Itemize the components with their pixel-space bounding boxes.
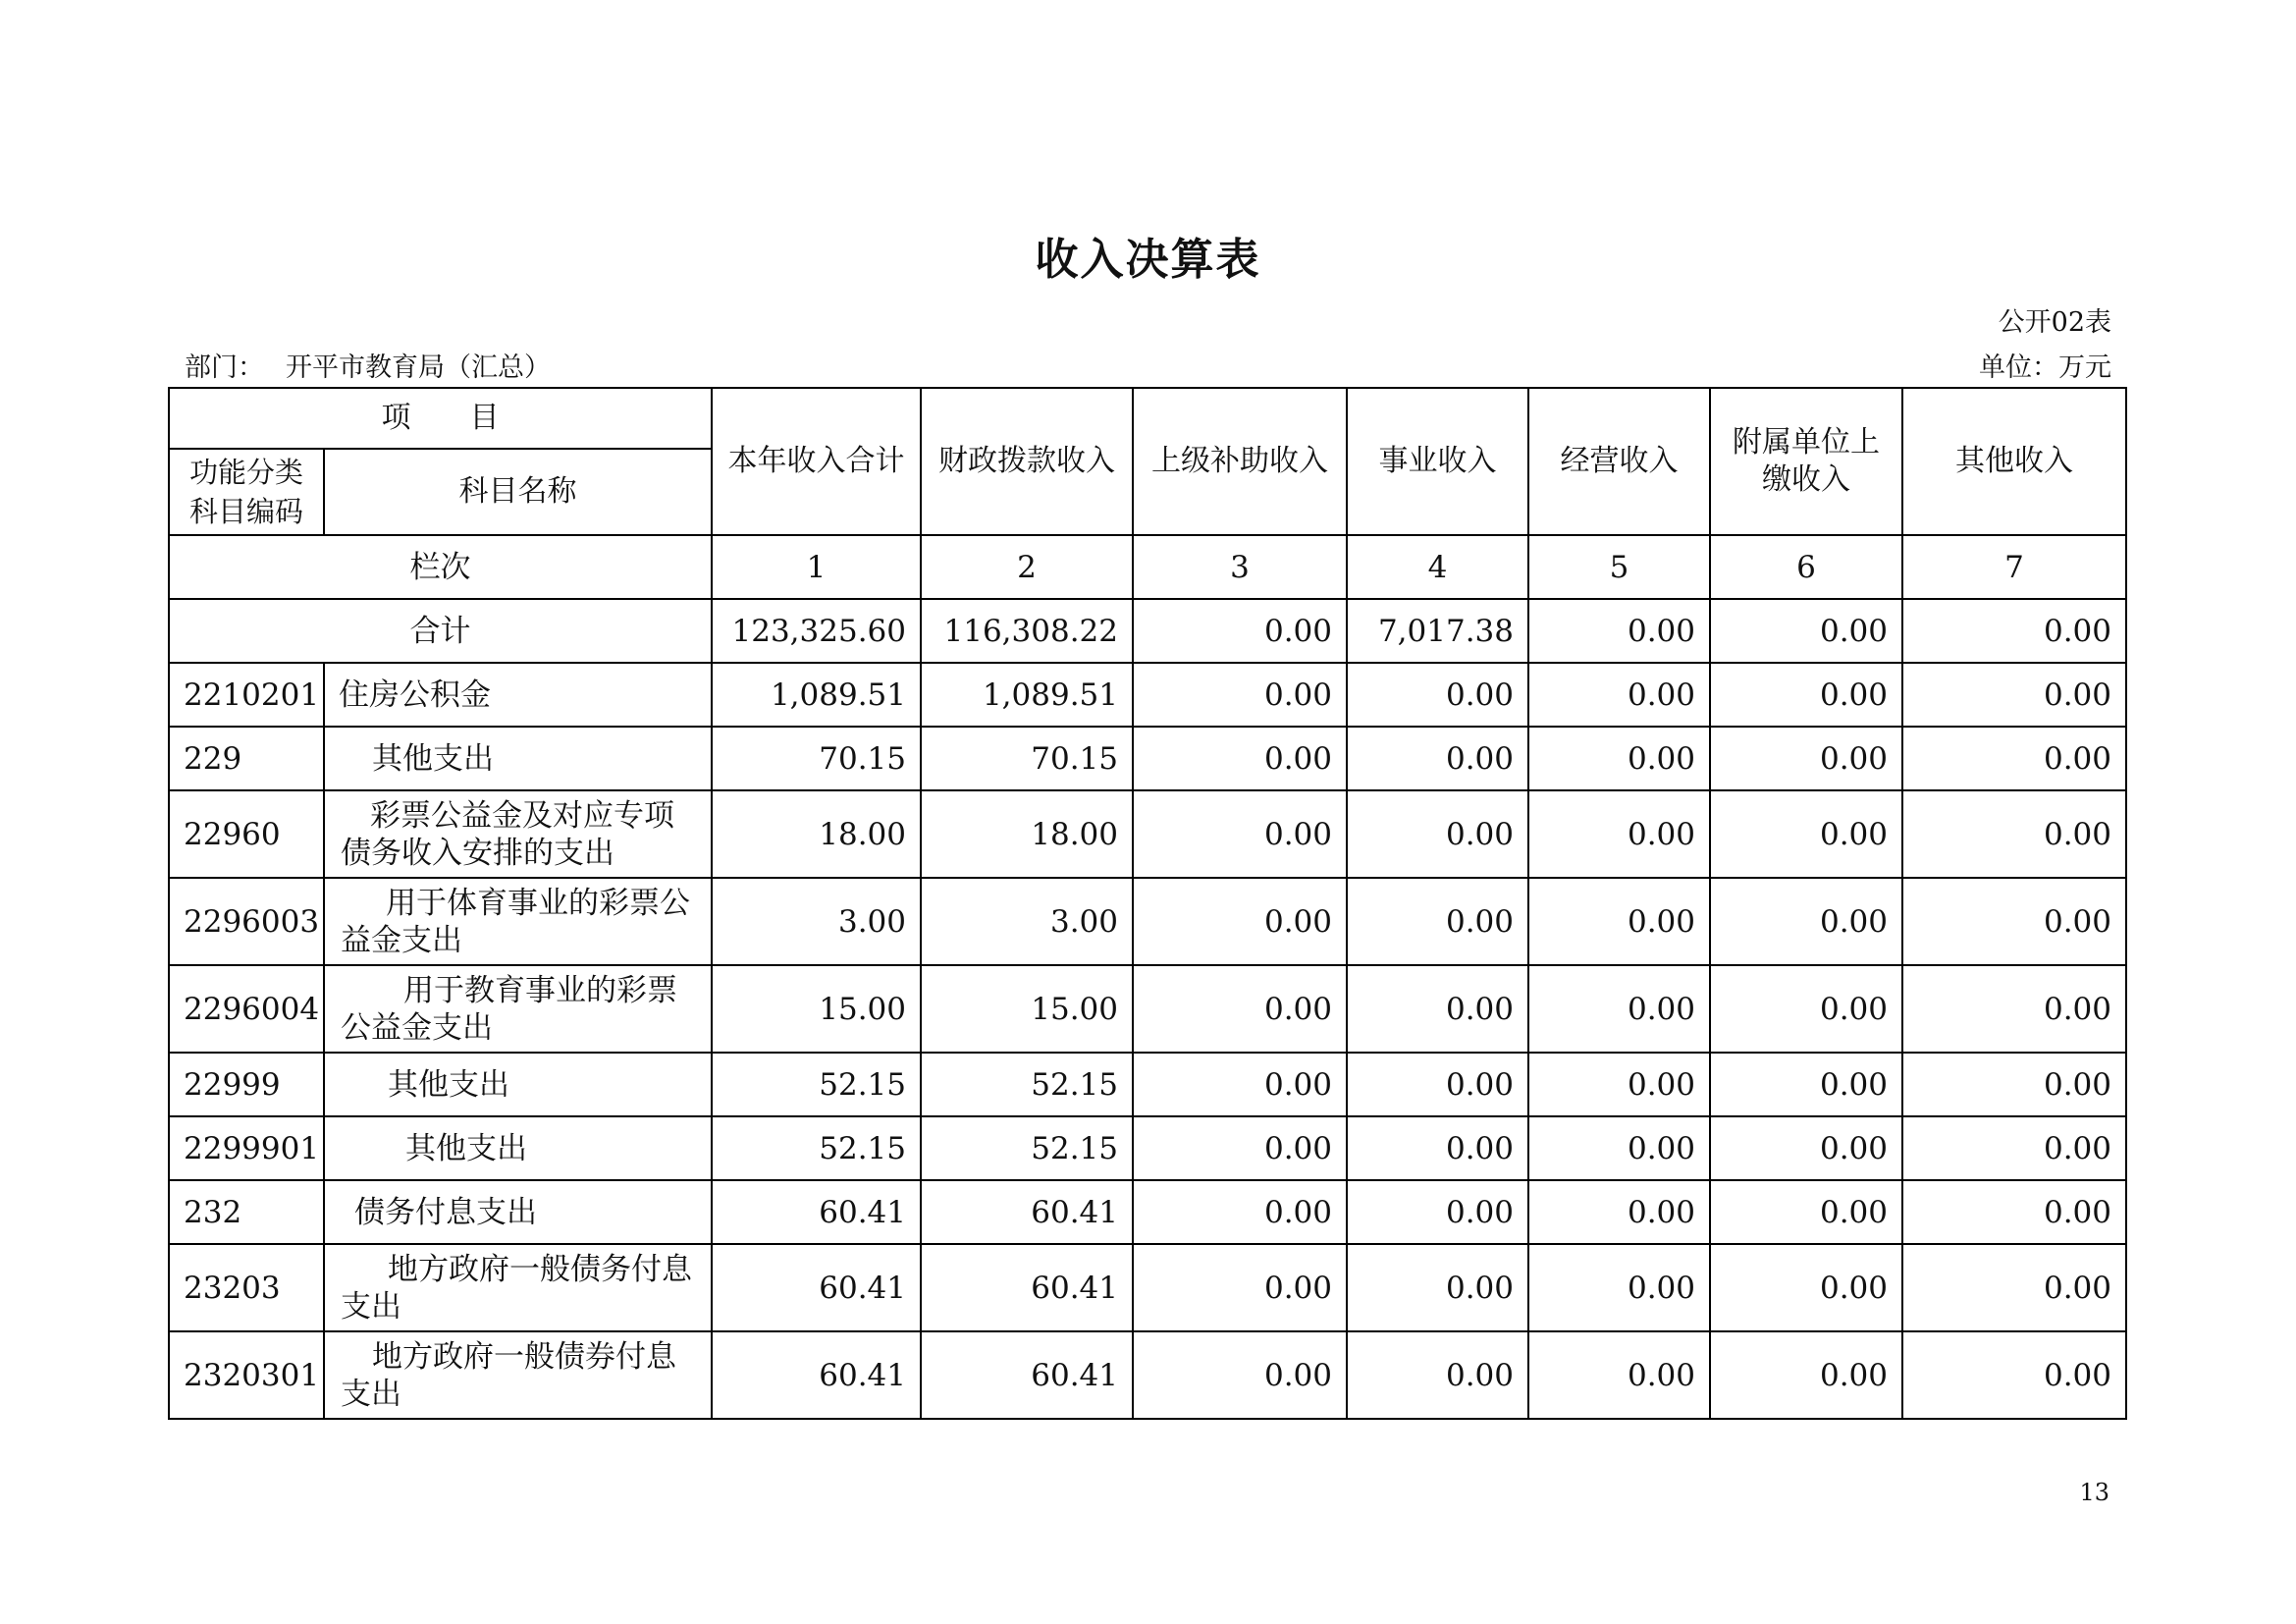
header-row-1 — [169, 388, 2126, 449]
row-value: 3.00 — [712, 878, 921, 965]
row-value: 0.00 — [1902, 965, 2126, 1053]
row-code: 23203 — [169, 1244, 324, 1331]
row-name: 用于体育事业的彩票公益金支出 — [324, 878, 712, 965]
department-label: 部门： — [185, 352, 264, 383]
col-header-5: 经营收入 — [1528, 388, 1710, 535]
row-value: 0.00 — [1528, 878, 1710, 965]
unit-label: 单位：万元 — [1979, 352, 2111, 383]
row-code: 22999 — [169, 1053, 324, 1116]
row-value: 0.00 — [1347, 790, 1528, 878]
total-value: 7,017.38 — [1347, 599, 1528, 663]
table-row — [169, 663, 2126, 727]
table-row — [169, 1180, 2126, 1244]
row-code: 2320301 — [169, 1331, 324, 1419]
row-value: 3.00 — [921, 878, 1133, 965]
row-value: 0.00 — [1133, 1244, 1347, 1331]
row-code: 2210201 — [169, 663, 324, 727]
row-value: 0.00 — [1133, 1116, 1347, 1180]
table-row — [169, 1116, 2126, 1180]
row-code: 22960 — [169, 790, 324, 878]
row-value: 0.00 — [1710, 965, 1902, 1053]
row-name: 其他支出 — [324, 1116, 712, 1180]
row-value: 52.15 — [712, 1053, 921, 1116]
row-value: 0.00 — [1347, 965, 1528, 1053]
row-value: 0.00 — [1133, 727, 1347, 790]
row-value: 0.00 — [1710, 1331, 1902, 1419]
row-value: 0.00 — [1710, 663, 1902, 727]
row-value: 0.00 — [1528, 1116, 1710, 1180]
row-code: 232 — [169, 1180, 324, 1244]
row-name: 其他支出 — [324, 727, 712, 790]
row-code: 2296003 — [169, 878, 324, 965]
row-value: 0.00 — [1528, 1244, 1710, 1331]
row-value: 15.00 — [921, 965, 1133, 1053]
row-index-label: 栏次 — [169, 535, 712, 599]
col-header-2: 财政拨款收入 — [921, 388, 1133, 535]
row-value: 52.15 — [712, 1116, 921, 1180]
row-value: 0.00 — [1902, 1180, 2126, 1244]
row-value: 0.00 — [1710, 790, 1902, 878]
row-value: 0.00 — [1347, 1053, 1528, 1116]
department-line — [185, 346, 551, 384]
col-header-7: 其他收入 — [1902, 388, 2126, 535]
row-name: 其他支出 — [324, 1053, 712, 1116]
row-value: 0.00 — [1347, 727, 1528, 790]
row-value: 0.00 — [1902, 727, 2126, 790]
row-value: 0.00 — [1347, 663, 1528, 727]
row-index-3: 3 — [1133, 535, 1347, 599]
row-index-row — [169, 535, 2126, 599]
row-name: 地方政府一般债券付息支出 — [324, 1331, 712, 1419]
table-row — [169, 1244, 2126, 1331]
row-value: 0.00 — [1347, 1180, 1528, 1244]
row-value: 0.00 — [1528, 1180, 1710, 1244]
total-label: 合计 — [169, 599, 712, 663]
row-value: 0.00 — [1347, 1331, 1528, 1419]
row-index-7: 7 — [1902, 535, 2126, 599]
income-table — [168, 387, 2127, 1420]
row-value: 1,089.51 — [712, 663, 921, 727]
row-value: 0.00 — [1133, 1331, 1347, 1419]
row-value: 70.15 — [712, 727, 921, 790]
row-value: 60.41 — [712, 1244, 921, 1331]
table-row — [169, 1331, 2126, 1419]
row-value: 0.00 — [1347, 1116, 1528, 1180]
row-code: 2296004 — [169, 965, 324, 1053]
row-value: 18.00 — [712, 790, 921, 878]
row-value: 0.00 — [1528, 1053, 1710, 1116]
row-value: 0.00 — [1133, 1180, 1347, 1244]
row-value: 0.00 — [1710, 1244, 1902, 1331]
total-value: 123,325.60 — [712, 599, 921, 663]
row-index-4: 4 — [1347, 535, 1528, 599]
row-value: 0.00 — [1710, 1180, 1902, 1244]
row-value: 60.41 — [712, 1180, 921, 1244]
row-value: 1,089.51 — [921, 663, 1133, 727]
col-header-1: 本年收入合计 — [712, 388, 921, 535]
total-value: 116,308.22 — [921, 599, 1133, 663]
row-value: 60.41 — [921, 1180, 1133, 1244]
row-value: 0.00 — [1902, 1244, 2126, 1331]
row-value: 0.00 — [1710, 878, 1902, 965]
row-value: 18.00 — [921, 790, 1133, 878]
row-value: 0.00 — [1528, 790, 1710, 878]
row-value: 0.00 — [1528, 965, 1710, 1053]
row-value: 70.15 — [921, 727, 1133, 790]
row-name: 地方政府一般债务付息支出 — [324, 1244, 712, 1331]
table-row — [169, 965, 2126, 1053]
total-value: 0.00 — [1133, 599, 1347, 663]
header-subject-name: 科目名称 — [324, 449, 712, 535]
row-value: 52.15 — [921, 1116, 1133, 1180]
department-name: 开平市教育局（汇总） — [286, 352, 551, 383]
row-value: 0.00 — [1133, 965, 1347, 1053]
col-header-3: 上级补助收入 — [1133, 388, 1347, 535]
row-value: 0.00 — [1528, 727, 1710, 790]
page-title: 收入决算表 — [1035, 235, 1261, 285]
row-value: 0.00 — [1528, 1331, 1710, 1419]
row-value: 0.00 — [1133, 790, 1347, 878]
col-header-6: 附属单位上缴收入 — [1710, 388, 1902, 535]
row-index-6: 6 — [1710, 535, 1902, 599]
row-value: 0.00 — [1133, 878, 1347, 965]
row-value: 0.00 — [1710, 1116, 1902, 1180]
row-value: 0.00 — [1902, 1116, 2126, 1180]
row-value: 0.00 — [1710, 1053, 1902, 1116]
row-index-2: 2 — [921, 535, 1133, 599]
row-value: 0.00 — [1710, 727, 1902, 790]
row-value: 52.15 — [921, 1053, 1133, 1116]
row-value: 60.41 — [921, 1331, 1133, 1419]
row-value: 15.00 — [712, 965, 921, 1053]
total-value: 0.00 — [1710, 599, 1902, 663]
row-code: 2299901 — [169, 1116, 324, 1180]
table-row — [169, 1053, 2126, 1116]
total-value: 0.00 — [1528, 599, 1710, 663]
form-number: 公开02表 — [1998, 307, 2111, 338]
header-func-code: 功能分类科目编码 — [169, 449, 324, 535]
row-value: 0.00 — [1133, 1053, 1347, 1116]
row-value: 60.41 — [712, 1331, 921, 1419]
row-name: 彩票公益金及对应专项债务收入安排的支出 — [324, 790, 712, 878]
page-number: 13 — [2079, 1479, 2109, 1506]
col-header-4: 事业收入 — [1347, 388, 1528, 535]
row-value: 0.00 — [1528, 663, 1710, 727]
row-name: 债务付息支出 — [324, 1180, 712, 1244]
row-code: 229 — [169, 727, 324, 790]
row-index-1: 1 — [712, 535, 921, 599]
row-value: 0.00 — [1902, 1331, 2126, 1419]
row-value: 0.00 — [1902, 878, 2126, 965]
row-value: 0.00 — [1347, 1244, 1528, 1331]
row-name: 住房公积金 — [324, 663, 712, 727]
row-value: 60.41 — [921, 1244, 1133, 1331]
row-value: 0.00 — [1347, 878, 1528, 965]
row-name: 用于教育事业的彩票公益金支出 — [324, 965, 712, 1053]
table-row — [169, 878, 2126, 965]
table-row — [169, 727, 2126, 790]
row-index-5: 5 — [1528, 535, 1710, 599]
row-value: 0.00 — [1133, 663, 1347, 727]
row-value: 0.00 — [1902, 663, 2126, 727]
total-value: 0.00 — [1902, 599, 2126, 663]
table-row — [169, 790, 2126, 878]
header-item: 项 目 — [169, 388, 712, 449]
total-row — [169, 599, 2126, 663]
row-value: 0.00 — [1902, 1053, 2126, 1116]
row-value: 0.00 — [1902, 790, 2126, 878]
